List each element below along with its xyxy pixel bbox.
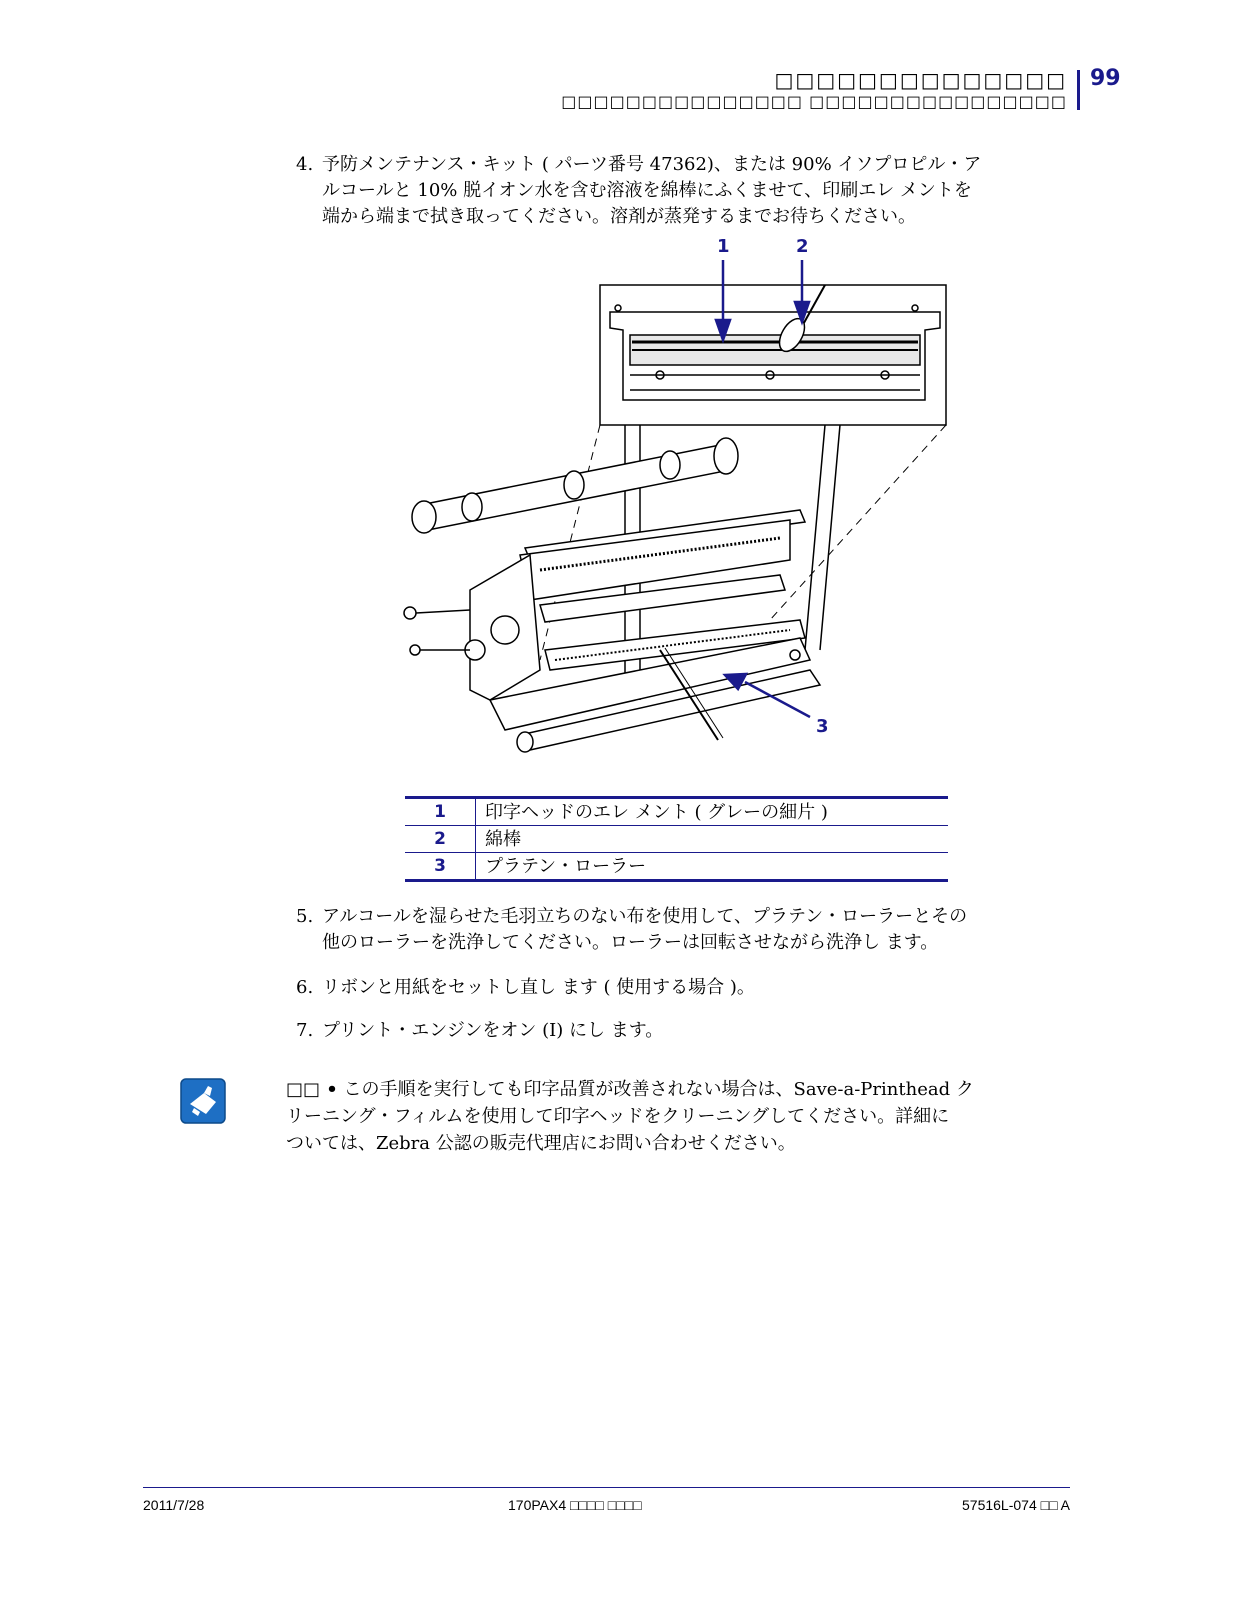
note-text-line: リーニング・フィルムを使用して印字ヘッドをクリーニングしてください。詳細に [286, 1106, 950, 1127]
step-text-line: 他のローラーを洗浄してください。ローラーは回転させながら洗浄し ます。 [322, 932, 939, 953]
legend-key: 3 [434, 856, 446, 876]
legend-divider [475, 853, 476, 880]
legend-key: 1 [434, 802, 446, 822]
step-7 [296, 1018, 663, 1044]
page-number: 99 [1090, 66, 1121, 91]
note-text-line: この手順を実行しても印字品質が改善されない場合は、Save-a-Printhead ク [343, 1079, 974, 1100]
footer-manual-title: 170PAX4 □□□□ □□□□ [508, 1497, 642, 1513]
legend-row [405, 853, 948, 880]
legend-divider [475, 826, 476, 853]
step-text-line: ルコールと 10% 脱イオン水を含む溶液を綿棒にふくませて、印刷エレ メントを [322, 180, 972, 201]
legend-key: 2 [434, 829, 446, 849]
note-hand-icon [180, 1078, 226, 1124]
step-text-line: リボンと用紙をセットし直し ます ( 使用する場合 )。 [322, 977, 755, 998]
step-number: 6. [296, 977, 314, 998]
section-title: □□□□□□□□□□□□□□ [774, 68, 1067, 92]
step-4 [296, 152, 981, 230]
footer-part-number: 57516L-074 □□ A [962, 1497, 1070, 1513]
legend-row [405, 826, 948, 853]
note-text-line: ついては、Zebra 公認の販売代理店にお問い合わせください。 [286, 1133, 796, 1154]
printer-mechanism-drawing [380, 230, 980, 790]
section-subtitle: □□□□□□□□□□□□□□□ □□□□□□□□□□□□□□□□ [561, 92, 1067, 111]
note-block [286, 1076, 1076, 1157]
footer-date: 2011/7/28 [143, 1497, 205, 1513]
callout-1: 1 [717, 236, 730, 257]
legend-row [405, 799, 948, 826]
step-number: 7. [296, 1020, 314, 1041]
legend-divider [475, 799, 476, 826]
legend-label: プラテン・ローラー [485, 856, 647, 877]
callout-2: 2 [796, 236, 809, 257]
step-number: 5. [296, 906, 314, 927]
step-text-line: プリント・エンジンをオン (I) にし ます。 [322, 1020, 664, 1041]
note-label: □□ • [286, 1079, 338, 1100]
step-text-line: 端から端まで拭き取ってください。溶剤が蒸発するまでお待ちください。 [322, 206, 916, 227]
legend-label: 印字ヘッドのエレ メント ( グレーの細片 ) [485, 802, 828, 823]
callout-3: 3 [816, 716, 829, 737]
footer-rule [143, 1487, 1070, 1488]
printhead-cleaning-illustration [380, 230, 980, 790]
step-text-line: アルコールを湿らせた毛羽立ちのない布を使用して、プラテン・ローラーとその [322, 906, 968, 927]
legend-bottom-rule [405, 879, 948, 882]
step-number: 4. [296, 154, 314, 175]
header-divider [1077, 70, 1080, 110]
step-5 [296, 904, 967, 956]
legend-label: 綿棒 [485, 829, 521, 850]
step-text-line: 予防メンテナンス・キット ( パーツ番号 47362)、または 90% イソプロピル・ア [322, 154, 982, 175]
step-6 [296, 975, 755, 1001]
